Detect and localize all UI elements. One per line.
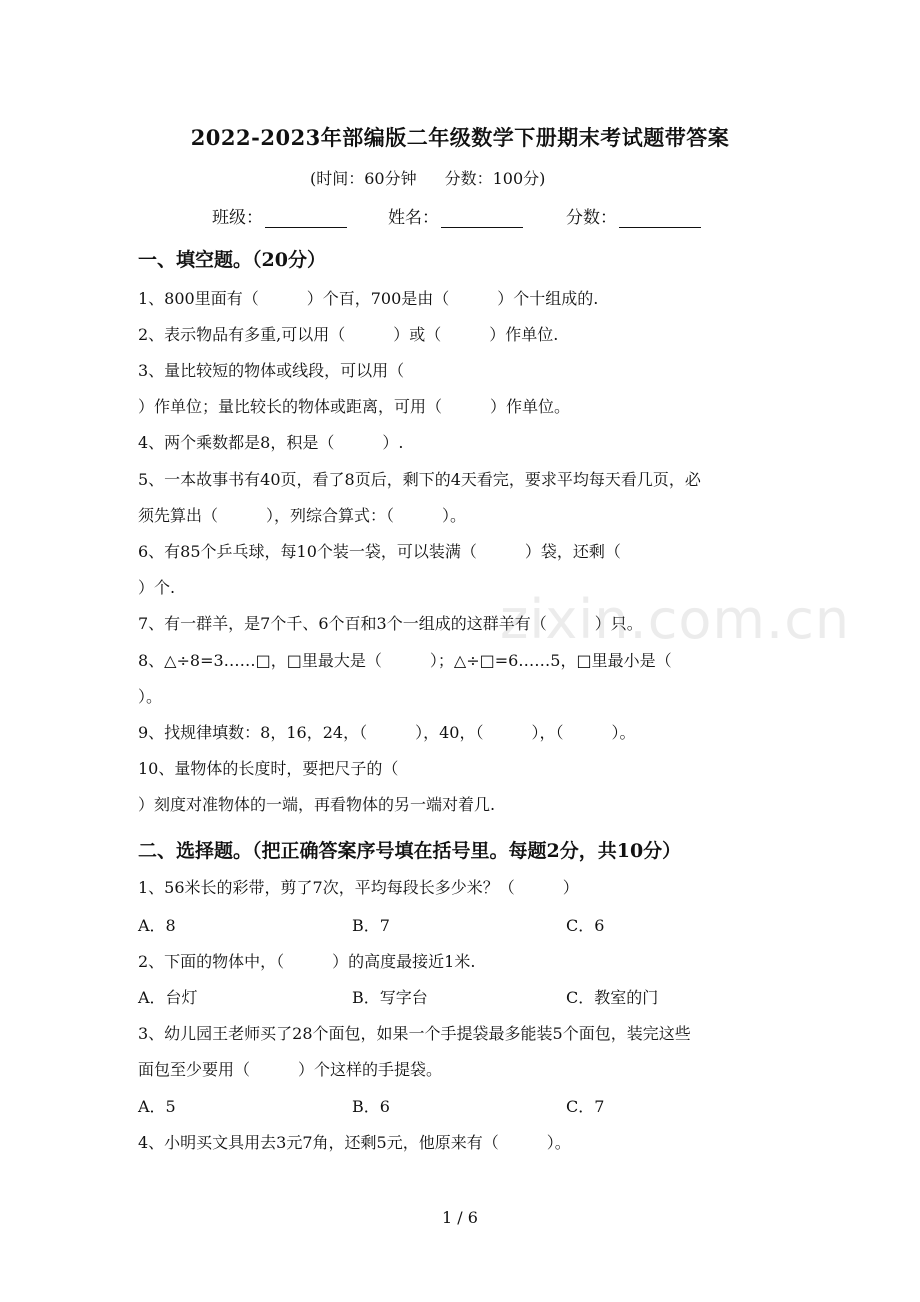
exam-time: (时间：60分钟	[310, 169, 417, 188]
question-line: 5、一本故事书有40页，看了8页后，剩下的4天看完，要求平均每天看几页，必	[138, 470, 701, 489]
option-c[interactable]: C．6	[566, 916, 605, 935]
class-label: 班级：	[212, 208, 263, 228]
option-a[interactable]: A．8	[138, 916, 176, 935]
option-a[interactable]: A．5	[138, 1097, 176, 1116]
question-line: 2、表示物品有多重,可以用（ ）或（ ）作单位.	[138, 325, 559, 344]
class-field[interactable]	[212, 203, 347, 228]
page-number: 1 / 6	[442, 1208, 478, 1227]
choice-question-stem: 2、下面的物体中，（ ）的高度最接近1米.	[138, 952, 476, 971]
question-line: 8、△÷8=3……□，□里最大是（ ）；△÷□=6……5，□里最小是（	[138, 651, 672, 670]
question-line: 须先算出（ ），列综合算式：（ ）。	[138, 506, 467, 525]
question-line: ）个.	[138, 578, 176, 597]
question-line: 9、找规律填数：8，16，24，（ ），40，（ ），（ ）。	[138, 723, 636, 742]
exam-total-score: 分数：100分)	[444, 169, 546, 188]
choice-question-stem: 面包至少要用（ ）个这样的手提袋。	[138, 1060, 443, 1079]
name-field[interactable]	[388, 203, 523, 228]
option-c[interactable]: C．7	[566, 1097, 605, 1116]
option-c[interactable]: C．教室的门	[566, 988, 659, 1007]
question-line: 6、有85个乒乓球，每10个装一袋，可以装满（ ）袋，还剩（	[138, 542, 621, 561]
score-label: 分数：	[566, 208, 617, 228]
option-b[interactable]: B．写字台	[352, 988, 428, 1007]
section-choice-heading: 二、选择题。（把正确答案序号填在括号里。每题2分，共10分）	[138, 840, 682, 862]
question-line: ）刻度对准物体的一端，再看物体的另一端对着几.	[138, 795, 496, 814]
choice-question-stem: 1、56米长的彩带，剪了7次，平均每段长多少米？（ ）	[138, 878, 579, 897]
question-line: ）。	[138, 687, 163, 706]
choice-question-stem: 4、小明买文具用去3元7角，还剩5元，他原来有（ ）。	[138, 1133, 571, 1152]
class-blank[interactable]	[265, 209, 347, 228]
choice-question-stem: 3、幼儿园王老师买了28个面包，如果一个手提袋最多能装5个面包，装完这些	[138, 1024, 691, 1043]
score-field[interactable]	[566, 203, 701, 228]
question-line: 1、800里面有（ ）个百，700是由（ ）个十组成的.	[138, 289, 599, 308]
question-line: ）作单位；量比较长的物体或距离，可用（ ）作单位。	[138, 397, 571, 416]
section-fill-in-heading: 一、填空题。（20分）	[138, 249, 326, 271]
watermark: zixin.com.cn	[500, 588, 851, 651]
question-line: 10、量物体的长度时，要把尺子的（	[138, 759, 399, 778]
question-line: 7、有一群羊，是7个千、6个百和3个一组成的这群羊有（ ）只。	[138, 614, 643, 633]
document-title: 2022-2023年部编版二年级数学下册期末考试题带答案	[190, 125, 730, 150]
option-b[interactable]: B．6	[352, 1097, 390, 1116]
name-blank[interactable]	[441, 209, 523, 228]
question-line: 3、量比较短的物体或线段，可以用（	[138, 361, 405, 380]
score-blank[interactable]	[619, 209, 701, 228]
option-b[interactable]: B．7	[352, 916, 390, 935]
question-line: 4、两个乘数都是8，积是（ ）.	[138, 433, 404, 452]
option-a[interactable]: A．台灯	[138, 988, 198, 1007]
name-label: 姓名：	[388, 208, 439, 228]
exam-meta	[310, 166, 545, 189]
